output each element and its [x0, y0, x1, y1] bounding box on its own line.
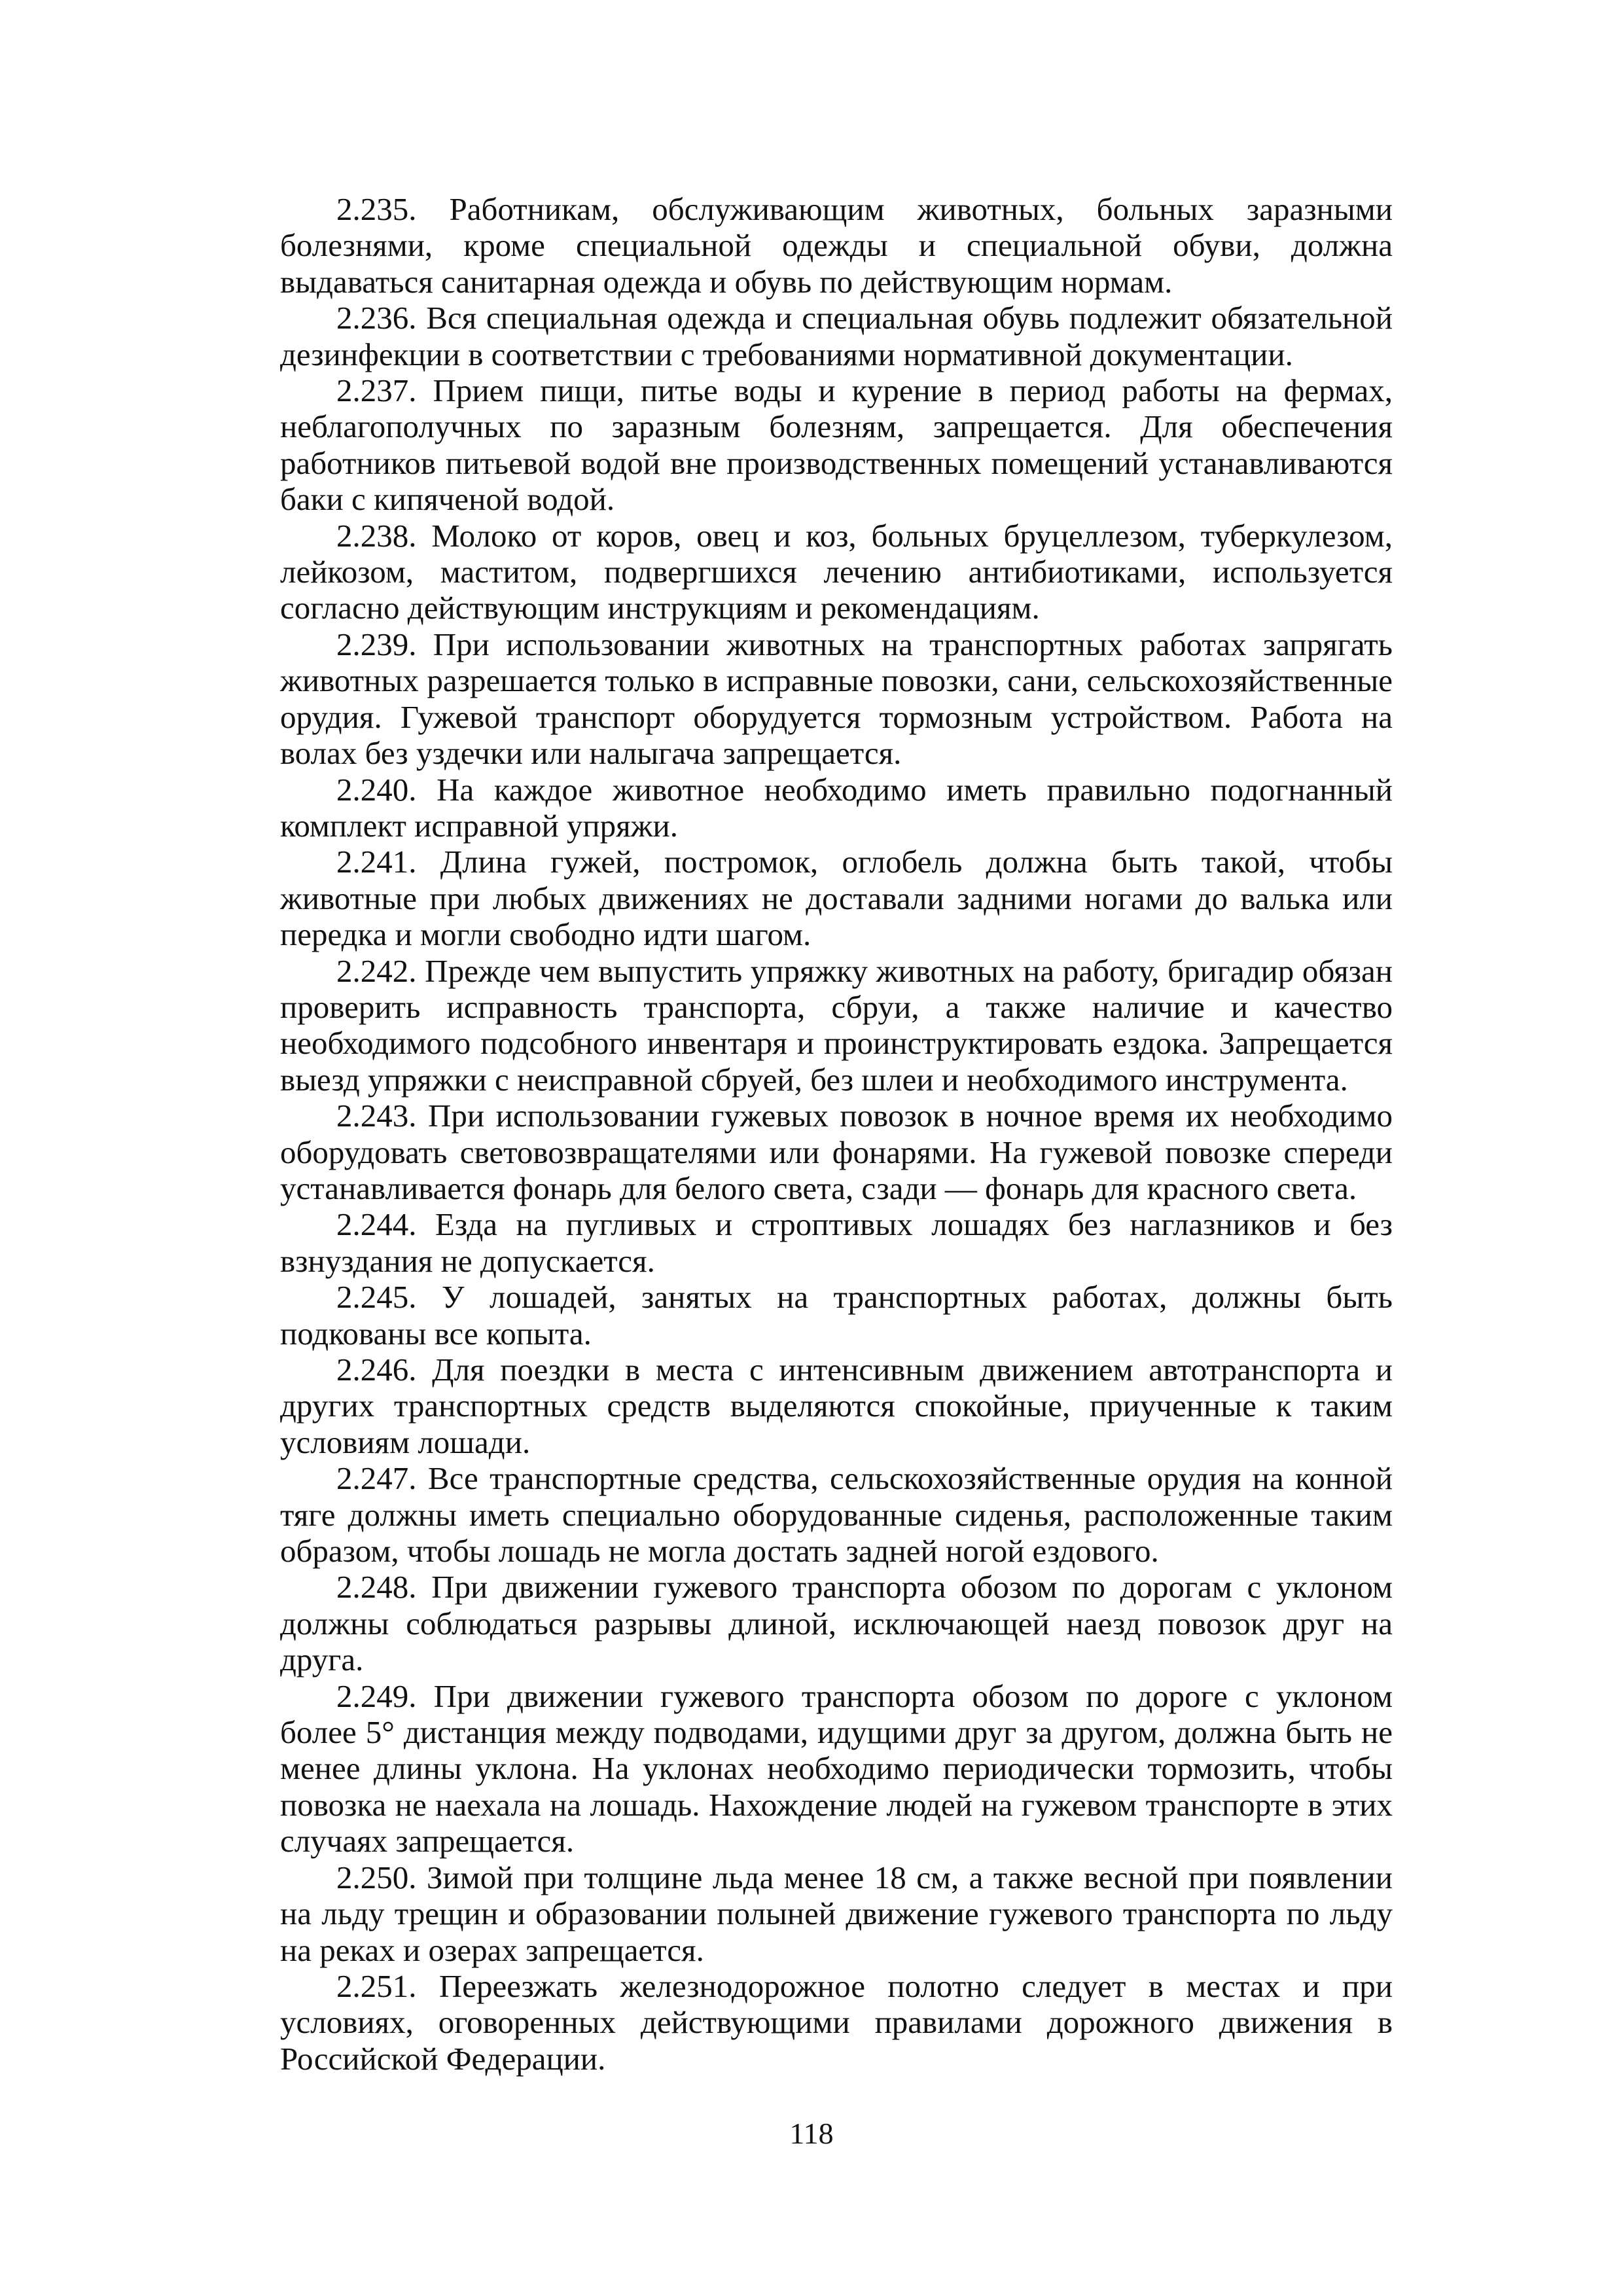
paragraph-2-238: 2.238. Молоко от коров, овец и коз, больных бруцеллезом, туберкулезом, лейкозом, маститом, подвергшихся лечению антибиотиками, используется согласно действующим инструкциям и рекомендациям.	[280, 517, 1393, 626]
paragraph-2-242: 2.242. Прежде чем выпустить упряжку животных на работу, бригадир обязан проверить исправность транспорта, сбруи, а также наличие и качество необходимого подсобного инвентаря и проинструктировать ездока. Запрещается выезд упряжки с неисправной сбруей, без шлеи и необходимого инструмента.	[280, 952, 1393, 1098]
paragraph-2-239: 2.239. При использовании животных на транспортных работах запрягать животных разрешается только в исправные повозки, сани, сельскохозяйственные орудия. Гужевой транспорт оборудуется тормозным устройством. Работа на волах без уздечки или налыгача запрещается.	[280, 626, 1393, 772]
paragraph-2-250: 2.250. Зимой при толщине льда менее 18 см, а также весной при появлении на льду трещин и образовании полыней движение гужевого транспорта по льду на реках и озерах запрещается.	[280, 1859, 1393, 1968]
paragraph-2-237: 2.237. Прием пищи, питье воды и курение в период работы на фермах, неблагополучных по заразным болезням, запрещается. Для обеспечения работников питьевой водой вне производственных помещений устанавливаются баки с кипяченой водой.	[280, 372, 1393, 518]
paragraph-2-241: 2.241. Длина гужей, постромок, оглобель должна быть такой, чтобы животные при любых движениях не доставали задними ногами до валька или передка и могли свободно идти шагом.	[280, 844, 1393, 953]
paragraph-2-247: 2.247. Все транспортные средства, сельскохозяйственные орудия на конной тяге должны иметь специально оборудованные сиденья, расположенные таким образом, чтобы лошадь не могла достать задней ногой ездового.	[280, 1460, 1393, 1570]
paragraph-2-244: 2.244. Езда на пугливых и строптивых лошадях без наглазников и без взнуздания не допускается.	[280, 1206, 1393, 1279]
paragraph-2-236: 2.236. Вся специальная одежда и специальная обувь подлежит обязательной дезинфекции в соответствии с требованиями нормативной документации.	[280, 300, 1393, 372]
page-number: 118	[789, 2117, 834, 2150]
paragraph-2-249: 2.249. При движении гужевого транспорта обозом по дороге с уклоном более 5° дистанция между подводами, идущими друг за другом, должна быть не менее длины уклона. На уклонах необходимо периодически тормозить, чтобы повозка не наехала на лошадь. Нахождение людей на гужевом транспорте в этих случаях запрещается.	[280, 1677, 1393, 1859]
paragraph-2-243: 2.243. При использовании гужевых повозок в ночное время их необходимо оборудовать световозвращателями или фонарями. На гужевой повозке спереди устанавливается фонарь для белого света, сзади — фонарь для красного света.	[280, 1098, 1393, 1206]
paragraph-2-245: 2.245. У лошадей, занятых на транспортных работах, должны быть подкованы все копыта.	[280, 1279, 1393, 1352]
paragraph-2-240: 2.240. На каждое животное необходимо иметь правильно подогнанный комплект исправной упряжи.	[280, 771, 1393, 844]
paragraph-2-251: 2.251. Переезжать железнодорожное полотно следует в местах и при условиях, оговоренных действующими правилами дорожного движения в Российской Федерации.	[280, 1967, 1393, 2077]
paragraph-2-246: 2.246. Для поездки в места с интенсивным движением автотранспорта и других транспортных средств выделяются спокойные, приученные к таким условиям лошади.	[280, 1352, 1393, 1460]
text-body	[280, 191, 1393, 2077]
paragraph-2-235: 2.235. Работникам, обслуживающим животных, больных заразными болезнями, кроме специальной одежды и специальной обуви, должна выдаваться санитарная одежда и обувь по действующим нормам.	[280, 191, 1393, 300]
paragraph-2-248: 2.248. При движении гужевого транспорта обозом по дорогам с уклоном должны соблюдаться разрывы длиной, исключающей наезд повозок друг на друга.	[280, 1569, 1393, 1678]
